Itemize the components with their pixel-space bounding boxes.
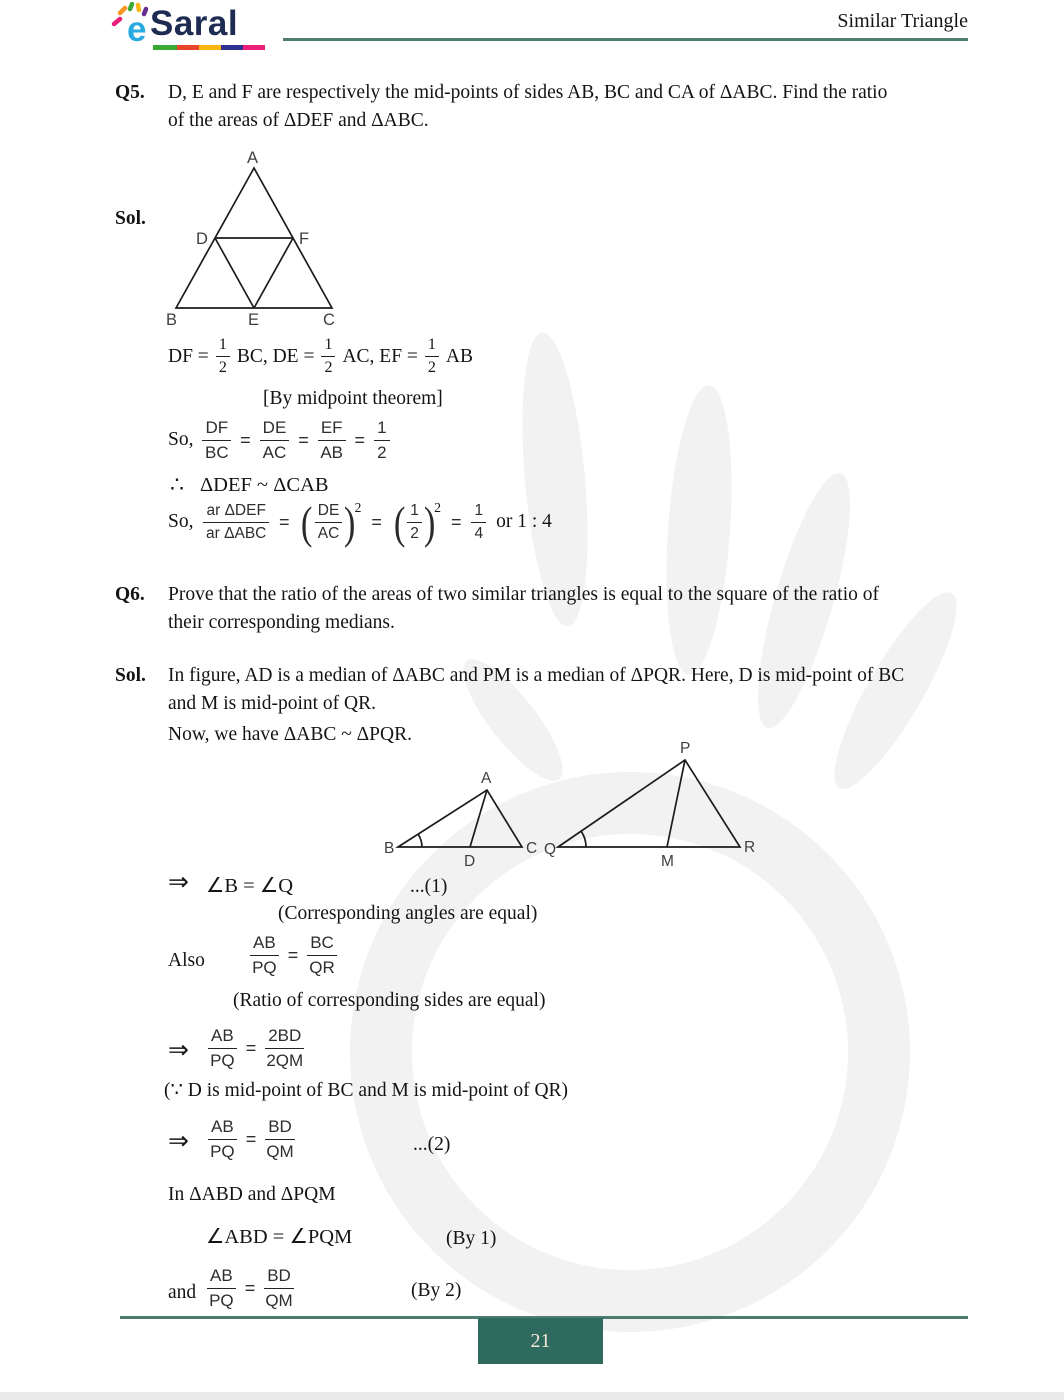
implies-arrow: ⇒ (168, 869, 189, 896)
fig1-label-a: A (247, 149, 259, 167)
q6-sol-line1: In figure, AD is a median of ΔABC and PM is a median of ΔPQR. Here, D is mid-point of BC (168, 665, 905, 686)
q5-area-equation (168, 496, 552, 548)
fraction: $\frac{2BD}{2QM}$ (266, 1026, 304, 1070)
left-paren: ( (301, 496, 313, 548)
q5-question-line1: D, E and F are respectively the mid-points of sides AB, BC and CA of ΔABC. Find the ratio (168, 82, 888, 103)
q6-sol-line2: and M is mid-point of QR. (168, 693, 376, 714)
fraction: $\frac{1}{2}$ (216, 336, 230, 378)
equals: = (244, 1277, 256, 1298)
fig2-label-b: B (384, 840, 395, 857)
fraction: $\frac{BC}{QR}$ (307, 933, 337, 977)
eq-ref-1: ...(1) (410, 876, 448, 897)
q6-sol-line3: Now, we have ΔABC ~ ΔPQR. (168, 724, 412, 745)
left-paren: ( (393, 496, 406, 548)
fig1-label-c: C (323, 311, 335, 329)
fig2-label-m: M (661, 853, 674, 870)
eq-text: AB (445, 345, 474, 367)
figure-triangle-abc-midpoints (160, 148, 348, 330)
eq-text: DF = (168, 345, 209, 367)
exponent: 2 (434, 500, 441, 515)
esaral-logo (113, 2, 283, 50)
q6-label: Q6. (115, 584, 145, 605)
fraction: $\frac{\text{ar ΔDEF}}{\text{ar ΔABC}}$ (203, 502, 268, 543)
q6-in-triangles: In ΔABD and ΔPQM (168, 1184, 336, 1205)
bottom-bar (0, 1392, 1064, 1400)
q6-sides-equation (250, 933, 337, 977)
fraction: $\frac{1}{2}$ (425, 336, 439, 378)
therefore-symbol: ∴ (170, 472, 184, 497)
eq-lead: So, (168, 511, 194, 533)
fig2-label-r: R (744, 839, 756, 856)
fraction: $\frac{1}{2}$ (407, 502, 422, 543)
fig1-label-b: B (166, 311, 178, 329)
fraction: $\frac{AB}{PQ}$ (207, 1266, 236, 1310)
fig2-label-q: Q (544, 841, 557, 858)
fraction: $\frac{EF}{AB}$ (318, 418, 346, 462)
eq-ref-2: ...(2) (413, 1134, 451, 1155)
q5-label: Q5. (115, 82, 145, 103)
squared-fraction (392, 496, 441, 548)
eq-text: AC, EF = (342, 345, 418, 367)
q6-question-line1: Prove that the ratio of the areas of two similar triangles is equal to the square of the ratio of (168, 584, 879, 605)
fraction: $\frac{BD}{QM}$ (265, 1266, 293, 1310)
fraction: $\frac{1}{2}$ (374, 418, 389, 462)
q5-question-line2: of the areas of ΔDEF and ΔABC. (168, 110, 429, 131)
fig2-label-d: D (464, 853, 476, 870)
fraction: $\frac{1}{4}$ (471, 502, 486, 543)
equals: = (298, 429, 309, 450)
fig1-label-d: D (196, 230, 208, 248)
eq-tail: or 1 : 4 (496, 511, 552, 533)
brand-name: Saral (150, 4, 239, 43)
right-paren: ) (423, 496, 436, 548)
fraction: $\frac{DE}{AC}$ (260, 418, 290, 462)
fig2-label-c: C (526, 840, 538, 857)
and-lead: and (168, 1282, 197, 1303)
implies-arrow: ⇒ (168, 1037, 189, 1064)
also-lead: Also (168, 950, 205, 971)
q6-angle-equality: ∠B = ∠Q (206, 875, 294, 897)
equals: = (245, 1128, 257, 1149)
fig2-label-a: A (481, 770, 492, 787)
fraction: $\frac{DE}{AC}$ (315, 502, 343, 543)
implies-arrow: ⇒ (168, 1128, 189, 1155)
equals: = (278, 511, 290, 532)
equals: = (371, 511, 382, 532)
fraction: $\frac{DF}{BC}$ (202, 418, 231, 462)
figure-similar-triangles-medians (378, 740, 774, 872)
q6-sides-note: (Ratio of corresponding sides are equal) (233, 990, 546, 1011)
fig2-label-p: P (680, 740, 691, 757)
fraction: $\frac{BD}{QM}$ (266, 1117, 294, 1161)
q5-ratio-equation (168, 418, 390, 462)
q6-double-equation (208, 1026, 304, 1070)
fraction: $\frac{1}{2}$ (321, 336, 335, 378)
brand-underline (153, 45, 265, 50)
q6-half-equation (208, 1117, 295, 1161)
q6-sol-label: Sol. (115, 665, 146, 686)
q5-midpoint-note: [By midpoint theorem] (263, 388, 443, 409)
q6-by2-equation (207, 1266, 294, 1310)
fraction: $\frac{AB}{PQ}$ (208, 1117, 237, 1161)
q5-similarity-statement (170, 472, 329, 498)
brand-e: e (127, 10, 147, 49)
by1-ref: (By 1) (446, 1228, 497, 1249)
by2-ref: (By 2) (411, 1280, 462, 1301)
q5-midpoint-equation (168, 336, 473, 378)
fraction: $\frac{AB}{PQ}$ (208, 1026, 237, 1070)
squared-fraction (299, 496, 362, 548)
page-number: 21 (530, 1329, 551, 1352)
fig1-label-f: F (299, 230, 310, 248)
fig1-label-e: E (248, 311, 260, 329)
page-number-box (478, 1318, 603, 1364)
header-rule (283, 38, 968, 41)
page-topic: Similar Triangle (837, 10, 968, 32)
q6-question-line2: their corresponding medians. (168, 612, 395, 633)
q5-sol-label: Sol. (115, 208, 146, 229)
q6-midpoint-note: (∵ D is mid-point of BC and M is mid-point of QR) (164, 1080, 569, 1101)
equals: = (287, 944, 299, 965)
equals: = (450, 511, 462, 532)
eq-text: BC, DE = (236, 345, 315, 367)
similarity-text: ΔDEF ~ ΔCAB (200, 474, 329, 496)
q6-angle-note: (Corresponding angles are equal) (278, 903, 538, 924)
eq-lead: So, (168, 429, 194, 451)
fraction: $\frac{AB}{PQ}$ (250, 933, 279, 977)
exponent: 2 (354, 500, 362, 515)
equals: = (245, 1037, 257, 1058)
equals: = (354, 429, 366, 450)
equals: = (240, 429, 251, 450)
right-paren: ) (344, 496, 356, 548)
q6-angle-abd-pqm: ∠ABD = ∠PQM (206, 1226, 353, 1248)
